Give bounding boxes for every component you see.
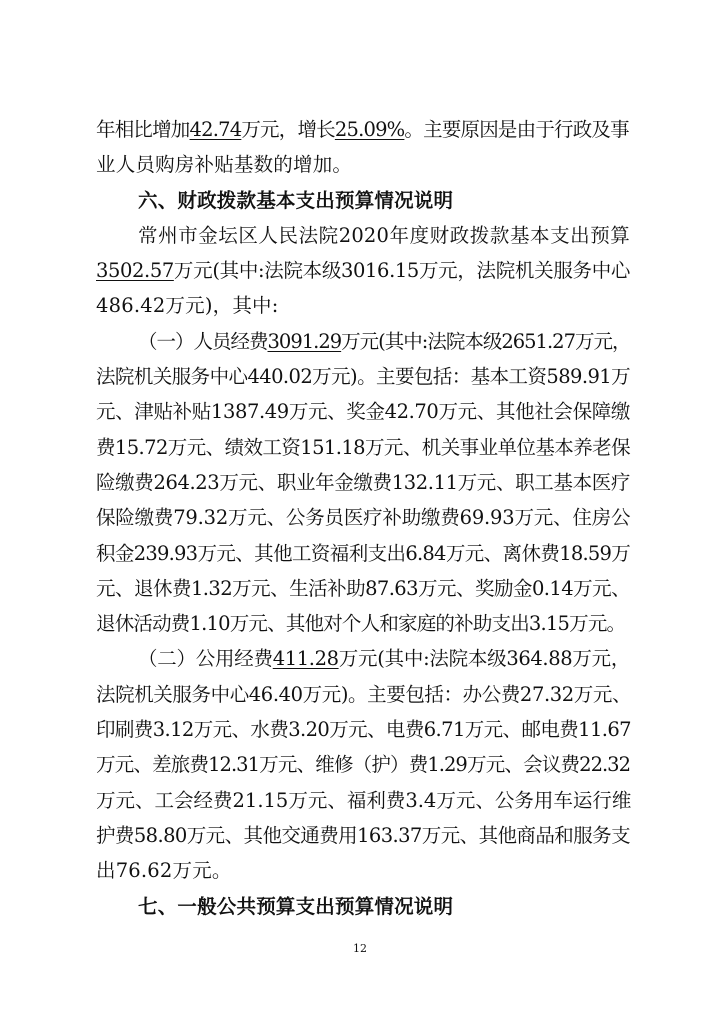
paragraph-line: 486.42万元)，其中: xyxy=(96,294,279,318)
text-run: （二）公用经费 xyxy=(138,647,273,671)
paragraph-line: 护费58.80万元、其他交通费用163.37万元、其他商品和服务支 xyxy=(96,823,630,847)
paragraph-line xyxy=(96,112,630,147)
section-heading-7: 七、一般公共预算支出预算情况说明 xyxy=(138,894,454,918)
paragraph-line: 出76.62万元。 xyxy=(96,859,232,883)
paragraph-line xyxy=(96,253,630,288)
paragraph-line: 费15.72万元、绩效工资151.18万元、机关事业单位基本养老保 xyxy=(96,435,630,459)
paragraph-line: 退休活动费1.10万元、其他对个人和家庭的补助支出3.15万元。 xyxy=(96,612,626,636)
paragraph-line: 常州市金坛区人民法院2020年度财政拨款基本支出预算 xyxy=(138,223,630,247)
body-text xyxy=(96,112,630,924)
underlined-amount: 3091.29 xyxy=(267,329,342,353)
text-run: 万元(其中:法院本级364.88万元， xyxy=(338,647,630,671)
text-run: 年相比增加 xyxy=(96,118,190,141)
text-run: 。主要原因是由于行政及事 xyxy=(404,118,629,141)
text-run: 万元(其中:法院本级3016.15万元，法院机关服务中心 xyxy=(173,259,630,283)
paragraph-line xyxy=(96,641,630,676)
paragraph-line: 积金239.93万元、其他工资福利支出6.84万元、离休费18.59万 xyxy=(96,541,630,565)
text-run: 万元，增长 xyxy=(241,118,335,141)
section-heading-6: 六、财政拨款基本支出预算情况说明 xyxy=(138,188,454,212)
paragraph-line: 印刷费3.12万元、水费3.20万元、电费6.71万元、邮电费11.67 xyxy=(96,718,631,742)
page-number: 12 xyxy=(353,942,367,955)
text-run: （一）人员经费 xyxy=(138,329,268,353)
text-run: 万元(其中:法院本级2651.27万元， xyxy=(341,329,631,353)
paragraph-line: 险缴费264.23万元、职业年金缴费132.11万元、职工基本医疗 xyxy=(96,470,630,494)
underlined-percent: 25.09% xyxy=(334,118,405,141)
underlined-amount: 42.74 xyxy=(189,118,242,141)
paragraph-line xyxy=(96,324,630,359)
paragraph-line: 业人员购房补贴基数的增加。 xyxy=(96,153,353,177)
paragraph-line: 元、津贴补贴1387.49万元、奖金42.70万元、其他社会保障缴 xyxy=(96,400,630,424)
underlined-amount: 411.28 xyxy=(272,647,339,671)
underlined-amount: 3502.57 xyxy=(96,259,174,283)
paragraph-line: 万元、差旅费12.31万元、维修（护）费1.29万元、会议费22.32 xyxy=(96,753,630,777)
paragraph-line: 元、退休费1.32万元、生活补助87.63万元、奖励金0.14万元、 xyxy=(96,576,630,600)
paragraph-line: 万元、工会经费21.15万元、福利费3.4万元、公务用车运行维 xyxy=(96,788,632,812)
paragraph-line: 法院机关服务中心46.40万元)。主要包括：办公费27.32万元、 xyxy=(96,682,632,706)
paragraph-line: 保险缴费79.32万元、公务员医疗补助缴费69.93万元、住房公 xyxy=(96,506,631,530)
paragraph-line: 法院机关服务中心440.02万元)。主要包括：基本工资589.91万 xyxy=(96,365,630,389)
